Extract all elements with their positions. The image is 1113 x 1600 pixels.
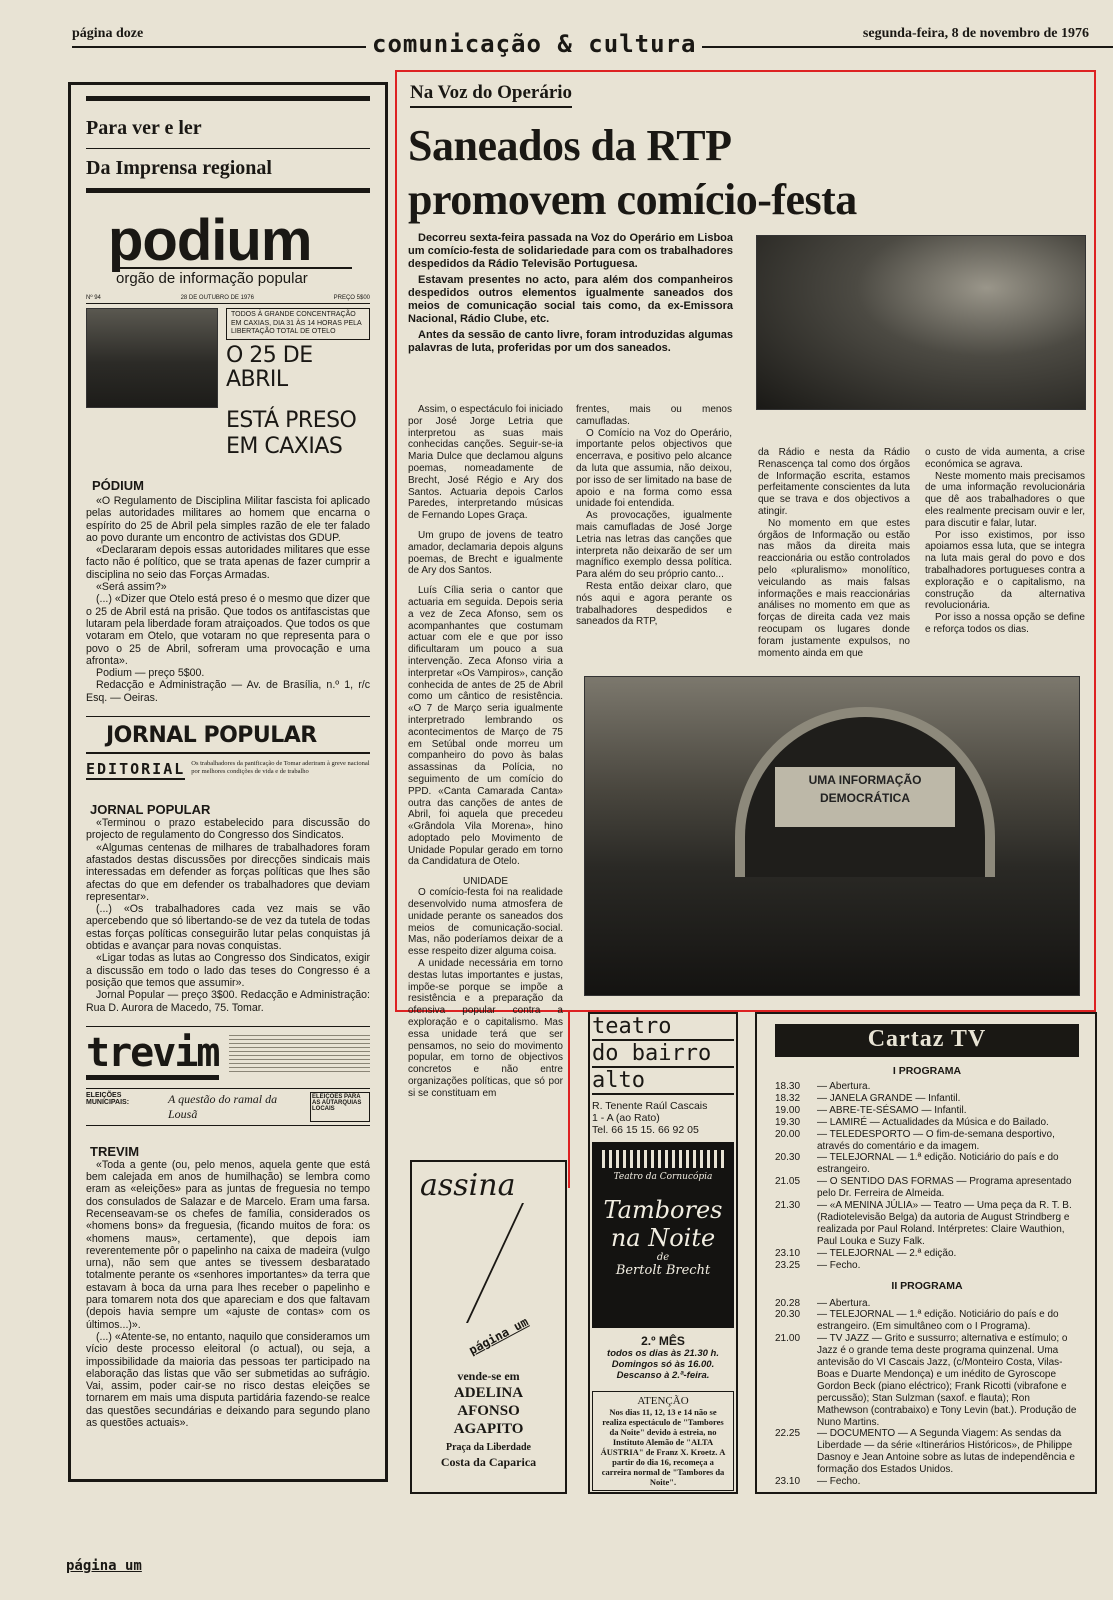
podium-text-1: «O Regulamento de Disciplina Militar fascista foi aplicado pelas autoridades militares ao homem que encarna o espírito do 25 de Abril pela simples razão de ele ter falado ao povo durante um encontro de activistas dos GDUP.	[86, 495, 370, 544]
tv-listing-row	[775, 1081, 1079, 1093]
trevim-text-1: «Toda a gente (ou, pelo menos, aquela gente que está bem calejada em anos de humilhação) se lembra como eram as «eleições» para as juntas de freguesia no tempo dos consulados de Salazar e de Marcelo. Eram uma farsa. Recenseavam-se os chefes de família, considerados os «homens bons» da freguesia, (ficando muitos de fora: os «homens maus», certamente), que depois iam reverentemente pôr o papelinho na caixa de madeira (vulgo urna), não sem que antes se tivessem desbaratado totalmente perante os «senhores importantes» da terra que estavam à boca da urna para lhes receber o papelinho e para tomarem nota dos que apareciam e dos que faltavam (depois havia sempre um «ajuste de contas» com os últimos...)».	[86, 1158, 370, 1331]
col1-p2: Um grupo de jovens de teatro amador, declamaria depois alguns poemas, de Brecht e igualmente de Ary dos Santos.	[408, 529, 563, 577]
stage-concert-photo	[584, 676, 1080, 996]
jp-text-1: «Terminou o prazo estabelecido para discussão do projecto de regulamento do Congresso dos Sindicatos.	[86, 817, 370, 842]
tv-listing-time: 20.30	[775, 1309, 801, 1321]
col3-p2: No momento em que estes órgãos de Informação ou estão nas mãos da direita mais reaccionária ou estão controlados pelo «pluralismo» monolítico, veiculando as mais falsas informações e mais reaccionárias análises no momento em que as forças de direita cada vez mais reocupam os lugares donde foram justamente expulsos, no momento ainda em que	[758, 517, 910, 659]
tv-listing-time: 20.28	[775, 1297, 801, 1309]
trevim-box-headline: A questão do ramal da Lousã	[168, 1091, 278, 1121]
trevim-box-left: ELEIÇÕES MUNICIPAIS:	[86, 1091, 130, 1106]
jp-logo: JORNAL POPULAR	[106, 723, 317, 749]
regional-press-column	[86, 96, 370, 1429]
tv-listing-row	[775, 1176, 1079, 1200]
col1-p4: O comício-festa foi na realidade desenvolvido numa atmosfera de unidade perante os saneados dos meios de comunicação-social. Mas, não poderíamos deixar de a esse respeito dizer alguma coisa.	[408, 887, 563, 958]
page-label: página doze	[72, 26, 144, 41]
col3-p1: da Rádio e nesta da Rádio Renascença tal como dos órgãos de Informação escrita, estamos perfeitamente conscientes da luta que se trava e dos objectivos a atingir.	[758, 447, 910, 517]
trevim-logo: trevim	[86, 1031, 219, 1080]
tv-listing-time: 23.25	[775, 1259, 801, 1271]
article-column-4	[925, 447, 1085, 636]
article-lead	[408, 232, 733, 355]
poster-play-1: Tambores	[603, 1196, 723, 1224]
tv-listing-text: — TELEJORNAL — 1.ª edição. Noticiário do país e do estrangeiro. (Em simultâneo com o I Programa).	[817, 1309, 1059, 1333]
podium-text-2: «Declararam depois essas autoridades militares que esse facto não é político, que se trata apenas de fazer cumprir a disciplina no seio das Forças Armadas.	[86, 544, 370, 581]
teatro-title-2: do bairro	[592, 1041, 734, 1068]
col4-p2: Neste momento mais precisamos de uma informação revolucionária que dê aos trabalhadores o que eles realmente precisam ouvir e ler, para discutir e falar, lutar.	[925, 470, 1085, 529]
tv-listing-row	[775, 1200, 1079, 1248]
article-title-1: Saneados da RTP	[408, 121, 732, 170]
assina-stamp: página um	[466, 1314, 531, 1358]
col1-subhead: UNIDADE	[462, 876, 508, 888]
tv-listing-time: 22.25	[775, 1428, 801, 1440]
section-title: comunicação & cultura	[366, 30, 702, 58]
trevim-box-right: ELEIÇÕES PARA AS AUTARQUIAS LOCAIS	[310, 1092, 370, 1122]
teatro-phone: Tel. 66 15 15. 66 92 05	[592, 1124, 699, 1136]
article-lead-3: Antes da sessão de canto livre, foram introduzidas algumas palavras de luta, proferidas por um dos saneados.	[408, 329, 733, 354]
tv-listing-time: 18.30	[775, 1081, 801, 1092]
tv-listing-time: 23.10	[775, 1476, 801, 1488]
tv-listing-row	[775, 1298, 1079, 1310]
article-lead-2: Estavam presentes no acto, para além dos companheiros despedidos outros elementos igualmente saneados dos meios de comunicação social tais como, da ex-Emissora Nacional, Rádio Clube, etc.	[408, 274, 733, 325]
col1-p1: Assim, o espectáculo foi iniciado por José Jorge Letria que interpretou as suas mais conhecidas canções. Seguir-se-ia Maria Dulce que declamou alguns poemas, nomeadamente de Brecht, José Régio e Ary dos Santos. Actuaria depois Carlos Paredes, interpretando músicas de Fernando Lopes Graça.	[408, 404, 563, 522]
tv-list-1	[775, 1081, 1079, 1272]
podium-headline-3: EM CAXIAS	[226, 434, 343, 459]
teatro-schedule-2: Domingos só às 16.00.	[611, 1359, 715, 1370]
assina-line-4: AGAPITO	[453, 1421, 524, 1437]
tv-listing-text: — O SENTIDO DAS FORMAS — Programa apresentado pelo Dr. Ferreira de Almeida.	[817, 1176, 1072, 1200]
tv-listing-time: 19.30	[775, 1116, 801, 1128]
col2-p2: O Comício na Voz do Operário, importante pelos objectivos que encerrava, e positivo pelo alcance da luta que assumia, não deixou, por isso de ser limitado na base de apoio e na forma como essa unidade foi entendida.	[576, 427, 732, 510]
footer-page-label: página um	[66, 1558, 142, 1574]
tv-listing-row	[775, 1428, 1079, 1476]
podium-heading: PÓDIUM	[92, 478, 144, 493]
jp-editorial: EDITORIAL	[86, 760, 186, 779]
tv-listing-time: 20.30	[775, 1152, 801, 1164]
col1-p5: A unidade necessária em torno destas lutas importantes e justas, impõe-se porque se impõe a resistência e a preparação da ofensiva popular contra a exploração e o capitalismo. Mas essa unidade terá que ser pensamos, no seio do movimento popular, em torno de objectivos concretos e não entre organizações políticas, que só por si se constituam em	[408, 958, 563, 1099]
teatro-ad-outline	[568, 1012, 570, 1188]
teatro-ad-content	[592, 1014, 734, 1491]
podium-text-6: Redacção e Administração — Av. de Brasília, n.º 1, r/c Esq. — Oeiras.	[86, 679, 370, 704]
tv-list-2	[775, 1298, 1079, 1489]
assina-line-5: Praça da Liberdade	[446, 1442, 531, 1453]
tv-listings	[775, 1024, 1079, 1488]
podium-logo: podium	[108, 208, 312, 273]
podium-notice: TODOS À GRANDE CONCENTRAÇÃO EM CAXIAS, DIA 31 ÀS 14 HORAS PELA LIBERTAÇÃO TOTAL DE OTELO	[226, 308, 370, 340]
jp-text-5: Jornal Popular — preço 3$00. Redacção e Administração: Rua D. Aurora de Macedo, 75. Tomar.	[86, 989, 370, 1014]
tv-listing-time: 20.00	[775, 1128, 801, 1140]
tv-listing-time: 21.30	[775, 1200, 801, 1212]
regional-title-2: Da Imprensa regional	[86, 157, 272, 179]
podium-headline-2: ESTÁ PRESO	[226, 408, 357, 433]
poster-company: Teatro da Cornucópia	[613, 1172, 713, 1182]
trevim-heading: TREVIM	[90, 1143, 140, 1159]
podium-headline-1: O 25 DE ABRIL	[226, 342, 313, 392]
podium-text-5: Podium — preço 5$00.	[96, 667, 205, 680]
pen-icon	[466, 1203, 608, 1323]
tv-listing-text: — «A MENINA JÚLIA» — Teatro — Uma peça da R. T. B. (Radiotelevisão Belga) da autoria de August Strindberg e realizada por Paul Roland. Intérpretes: Claire Wauthion, Paul Louka e Suzy Falk.	[817, 1200, 1072, 1247]
tv-listing-row	[775, 1129, 1079, 1153]
assina-script: assina	[420, 1168, 516, 1203]
tv-listing-row	[775, 1105, 1079, 1117]
podium-price: PREÇO 5$00	[333, 295, 370, 301]
poster-play-2: na Noite	[610, 1224, 716, 1252]
tv-listing-row	[775, 1248, 1079, 1260]
teatro-schedule-1: todos os dias às 21.30 h.	[607, 1348, 719, 1359]
tv-listing-text: — LAMIRÉ — Actualidades da Música e do Bailado.	[817, 1116, 1049, 1128]
tv-listing-time: 18.32	[775, 1092, 801, 1104]
concert-guitarist-photo	[756, 235, 1086, 410]
poster-author: Bertolt Brecht	[615, 1263, 711, 1278]
jp-heading: JORNAL POPULAR	[90, 802, 211, 818]
article-lead-1: Decorreu sexta-feira passada na Voz do Operário em Lisboa um comício-festa de solidariedade para com os trabalhadores despedidos da Rádio Televisão Portuguesa.	[408, 232, 733, 270]
tv-listing-row	[775, 1093, 1079, 1105]
trevim-fineprint	[229, 1035, 371, 1075]
podium-text-4: (...) «Dizer que Otelo está preso é o mesmo que dizer que o 25 de Abril está na prisão. Que todos os antifascistas que lutaram pela liberdade foram atraiçoados. Que todos os que votaram em Otelo, que votaram no que representa para o povo o 25 de Abril, sofreram uma provocação e uma afronta».	[86, 593, 370, 667]
teatro-schedule-3: Descanso à 2.ª-feira.	[616, 1370, 710, 1381]
tv-listing-text: — Abertura.	[817, 1081, 871, 1092]
tv-listing-time: 19.00	[775, 1104, 801, 1116]
tv-listing-time: 21.00	[775, 1333, 801, 1345]
teatro-title-1: teatro	[592, 1014, 734, 1041]
poster-by: de	[656, 1252, 670, 1263]
tv-listing-text: — TELEDESPORTO — O fim-de-semana desportivo, através do comentário e da imagem.	[817, 1128, 1055, 1152]
col4-p3: Por isso existimos, por isso apoiamos essa luta, que se integra na luta mais geral do povo e dos trabalhadores portugueses contra a exploração e o capitalismo, na construção da alternativa revolucionária.	[925, 529, 1085, 612]
jp-editorial-note: Os trabalhadores da panificação de Tomar aderiram à greve nacional por melhores condições de vida e de trabalho	[191, 760, 370, 775]
regional-title-1: Para ver e ler	[86, 117, 202, 139]
top-rule	[86, 96, 370, 101]
article-kicker: Na Voz do Operário	[410, 82, 572, 108]
trevim-front-box	[86, 1088, 370, 1126]
article-title-2: promovem comício-festa	[408, 175, 857, 224]
teatro-notice-title: ATENÇÃO	[637, 1395, 689, 1407]
article-column-3	[758, 447, 910, 659]
tv-listing-text: — ABRE-TE-SÉSAMO — Infantil.	[817, 1104, 967, 1116]
teatro-address-1: R. Tenente Raúl Cascais	[592, 1100, 708, 1112]
tv-listing-text: — TV JAZZ — Grito e sussurro; alternativa e estímulo; o Jazz é o grande tema deste programa quinzenal. Uma antevisão do VI Cascais Jazz, (c/Monteiro Costa, Vilas-Boas e Duarte Mendonça) e um inédito de Gyroscope Gordon Beck (piano eléctrico); Frank Ricotti (vibrafone e percussão); Stan Sulzman (saxof. e flauta); Ron Mathewson (contrabaixo) e Tony Levin (bat.). Produção de Nuno Martins.	[817, 1333, 1077, 1428]
col2-p1: frentes, mais ou menos camufladas.	[576, 404, 732, 427]
tv-listing-row	[775, 1117, 1079, 1129]
tv-listing-text: — TELEJORNAL — 2.ª edição.	[817, 1247, 957, 1259]
assina-line-6: Costa da Caparica	[440, 1455, 537, 1469]
tv-listing-text: — TELEJORNAL — 1.ª edição. Noticiário do país e do estrangeiro.	[817, 1152, 1059, 1176]
podium-text-3: «Será assim?»	[96, 581, 167, 594]
stage-banner-line-1: UMA INFORMAÇÃO	[808, 773, 922, 787]
teatro-month: 2.º MÊS	[641, 1334, 685, 1348]
podium-portrait-photo	[86, 308, 218, 408]
assina-ad-content	[414, 1168, 563, 1470]
podium-subtitle: orgão de informação popular	[116, 267, 352, 287]
tv-title: Cartaz TV	[775, 1024, 1079, 1057]
assina-line-2: ADELINA	[453, 1385, 524, 1401]
tv-listing-row	[775, 1476, 1079, 1488]
podium-date: 28 DE OUTUBRO DE 1976	[180, 295, 254, 301]
col4-p1: o custo de vida aumenta, a crise económica se agrava.	[925, 447, 1085, 470]
tv-program-1: I PROGRAMA	[892, 1065, 962, 1077]
stage-banner	[775, 767, 955, 827]
article-column-2	[576, 404, 732, 628]
col2-p3: As provocações, igualmente mais camufladas de José Jorge Letria nas letras das canções que interpreta não deixarão de ser um magnífico exemplo dessa política. Para além do seu próprio canto...	[576, 510, 732, 581]
teatro-notice-text: Nos dias 11, 12, 13 e 14 não se realiza espectáculo de "Tambores da Noite" devido à estreia, no Instituto Alemão de "ALTA ÁUSTRIA" de Franz X. Kroetz. A partir do dia 16, recomeça a carreira normal de "Tambores da Noite".	[600, 1407, 726, 1487]
tv-program-2: II PROGRAMA	[891, 1279, 963, 1292]
trevim-masthead	[86, 1026, 370, 1080]
tv-listing-time: 23.10	[775, 1247, 801, 1259]
tv-listing-row	[775, 1260, 1079, 1272]
col1-p3: Luís Cília seria o cantor que actuaria em seguida. Depois seria a vez de Zeca Afonso, sem os acompanhantes que costumam actuar com ele e que por isso dificultaram um pouco a sua intervenção. Zeca Afonso viria a interpretar «Os Vampiros», canção conhecida de antes de 25 de Abril como um cântico de resistência. «O 7 de Março seria igualmente interpretrado lembrando os acontecimentos de Março de 75 em Setúbal onde morreu um companheiro do povo às balas assassinas da Polícia, no seguimento de um comício do PPD. «Canta Camarada Canta» outra das canções de antes de Abril, foi aquela que precedeu «Grândola Vila Morena», hino adoptado pelo Movimento de Unidade Popular gerado em torno da Candidatura de Otelo.	[408, 585, 563, 868]
trevim-text-2: (...) «Atente-se, no entanto, naquilo que consideramos um vício deste processo eleitoral (o actual), ou seja, a impossibilidade da maioria das pessoas ter participado na elaboração das listas que vão ser submetidas ao sufrágio. Vai, assim, poder cair-se no risco destas eleições se tornarem em mais uma disputa partidária fazendo-se realce das questões secundárias e deixando para segundo plano as questões actuais».	[86, 1330, 370, 1430]
issue-date: segunda-feira, 8 de novembro de 1976	[862, 26, 1089, 41]
tv-listing-time: 21.05	[775, 1176, 801, 1188]
tv-listing-row	[775, 1333, 1079, 1428]
teatro-notice	[592, 1391, 734, 1491]
article-column-1	[408, 404, 563, 1100]
jp-text-3: (...) «Os trabalhadores cada vez mais se vão apercebendo que só libertando-se de vez da tutela de todas estas forças políticas conseguirão lutar pelas conquistas já obtidas e avançar para novas conquistas.	[86, 903, 370, 953]
tv-listing-row	[775, 1309, 1079, 1333]
stage-banner-line-2: DEMOCRÁTICA	[820, 791, 910, 805]
tv-listing-text: — DOCUMENTO — A Segunda Viagem: As sendas da Liberdade — da série «Itinerários Históricos», de Philippe Dasnoy e Jean Antoine sobre as lutas de independência e formação dos Estados Unidos.	[817, 1428, 1075, 1476]
tv-listing-text: — Abertura.	[817, 1297, 871, 1309]
teatro-poster	[592, 1142, 734, 1328]
teatro-title-3: alto	[592, 1068, 734, 1095]
assina-line-1: vende-se em	[457, 1369, 520, 1383]
tv-listing-text: — JANELA GRANDE — Infantil.	[817, 1092, 961, 1104]
jp-text-4: «Ligar todas as lutas ao Congresso dos Sindicatos, exigir a discussão em todo o lado das teses do Congresso é a posição que temos que assumir».	[86, 952, 370, 989]
jp-text-2: «Algumas centenas de milhares de trabalhadores foram afastados destas discussões por direcções sindicais mais interessadas em defender as forças políticas que lhes são afectas do que em defender os trabalhadores que deviam representar».	[86, 841, 370, 903]
teatro-address-2: 1 - A (ao Rato)	[592, 1112, 660, 1124]
col4-p4: Por isso a nossa opção se define e reforça todos os dias.	[925, 612, 1085, 635]
podium-issue: Nº 94	[86, 295, 101, 301]
jornal-popular-masthead	[86, 716, 370, 754]
tv-listing-row	[775, 1152, 1079, 1176]
assina-line-3: AFONSO	[457, 1403, 520, 1419]
tv-listing-text: — Fecho.	[817, 1259, 861, 1271]
tv-listing-text: — Fecho.	[817, 1476, 861, 1488]
col2-p4: Resta então deixar claro, que nós aqui e agora perante os trabalhadores despedidos e saneados da RTP,	[576, 580, 732, 628]
poster-figures	[602, 1150, 724, 1168]
